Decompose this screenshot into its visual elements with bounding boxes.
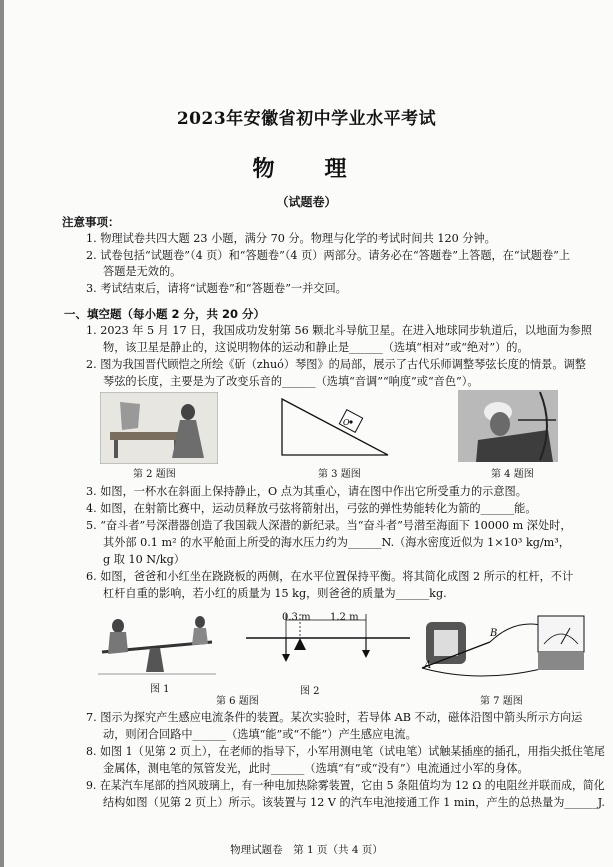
figure-6-seesaw-photo [98,612,216,678]
figure-4-archer-photo [458,390,558,462]
subject-title: 物 理 [252,156,361,182]
q6-line2: 杠杆自重的影响，若小红的质量为 15 kg，则爸爸的质量为______kg. [103,587,447,600]
paper-type: （试题卷） [276,195,337,209]
figure-3-incline [280,395,390,459]
q7-line2: 动，则闭合回路中______（选填“能”或“不能”）产生感应电流。 [103,728,417,741]
q2-line1: 2. 图为我国晋代顾恺之所绘《斫（zhuó）琴图》的局部，展示了古代乐师调整琴弦长度的情景。调整 [86,358,586,371]
caption-fig6-2: 图 2 [300,686,320,697]
q8-line2: 金属体，测电笔的氖管发光，此时______（选填“有”或“没有”）电流通过小军的身体。 [103,762,529,775]
exam-title: 2023年安徽省初中学业水平考试 [176,109,437,129]
q7-line1: 7. 图示为探究产生感应电流条件的装置。某次实验时，若导体 AB 不动，磁体沿图中箭头所示方向运 [86,711,583,724]
q4: 4. 如图，在射箭比赛中，运动员释放弓弦将箭射出，弓弦的弹性势能转化为箭的______能。 [86,502,537,515]
page-footer: 物理试题卷 第 1 页（共 4 页） [230,844,383,856]
lever-label-left: 0.3 m [282,612,311,623]
q9-line1: 9. 在某汽车尾部的挡风玻璃上，有一种电加热除雾装置，它由 5 条阻值均为 12 Ω 的电阻丝并联而成，简化 [86,779,605,792]
q1-line1: 1. 2023 年 5 月 17 日，我国成功发射第 56 颗北斗导航卫星。在进入地球同步轨道后，以地面为参照 [86,324,592,337]
caption-fig6-1: 图 1 [150,684,170,695]
svg-text:O: O [343,418,350,427]
q1-line2: 物，该卫星是静止的，这说明物体的运动和静止是______（选填“相对”或“绝对”）的。 [103,341,529,354]
q5-line1: 5. “奋斗者”号深潜器创造了我国载人深潜的新纪录。当“奋斗者”号潜至海面下 10000 m 深处时， [86,519,572,532]
section-heading: 一、填空题（每小题 2 分，共 20 分） [64,307,266,321]
fig7-label-B: B [490,628,498,639]
caption-fig2: 第 2 题图 [133,469,176,480]
q9-line2: 结构如图（见第 2 页上）所示。该装置与 12 V 的汽车电池接通工作 1 min，产生的总热量为______J. [103,796,605,809]
note-3: 3. 考试结束后，请将“试题卷”和“答题卷”一并交回。 [86,282,347,295]
q6-line1: 6. 如图，爸爸和小红坐在跷跷板的两侧，在水平位置保持平衡。将其简化成图 2 所示的杠杆，不计 [86,570,574,583]
figure-7-induction-apparatus [420,608,590,686]
caption-fig3: 第 3 题图 [318,469,361,480]
note-1: 1. 物理试卷共四大题 23 小题，满分 70 分。物理与化学的考试时间共 120 分钟。 [86,232,496,245]
lever-label-right: 1.2 m [330,612,359,623]
caption-fig6: 第 6 题图 [216,696,259,707]
q3: 3. 如图，一杯水在斜面上保持静止，O 点为其重心，请在图中作出它所受重力的示意图。 [86,485,527,498]
note-2: 2. 试卷包括“试题卷”（4 页）和“答题卷”（4 页）两部分。请务必在“答题卷”上答题，在“试题卷”上 [86,249,571,262]
q5-line3: g 取 10 N/kg） [103,553,185,566]
q8-line1: 8. 如图 1（见第 2 页上），在老师的指导下，小军用测电笔（试电笔）试触某插座的插孔，用指尖抵住笔尾 [86,745,605,758]
notes-heading: 注意事项： [62,215,120,229]
q2-line2: 琴弦的长度，主要是为了改变乐音的______（选填“音调”“响度”或“音色”）。 [103,375,479,388]
note-2-cont: 答题是无效的。 [103,265,182,278]
scan-edge [0,0,4,867]
fig7-label-A: A [424,660,432,671]
q5-line2: 其外部 0.1 m² 的水平舱面上所受的海水压力约为______N.（海水密度近似为 1×10³ kg/m³， [103,536,570,549]
figure-2-painting [100,392,218,464]
figure-6-lever-diagram [236,610,416,680]
caption-fig7: 第 7 题图 [480,696,523,707]
caption-fig4: 第 4 题图 [491,469,534,480]
